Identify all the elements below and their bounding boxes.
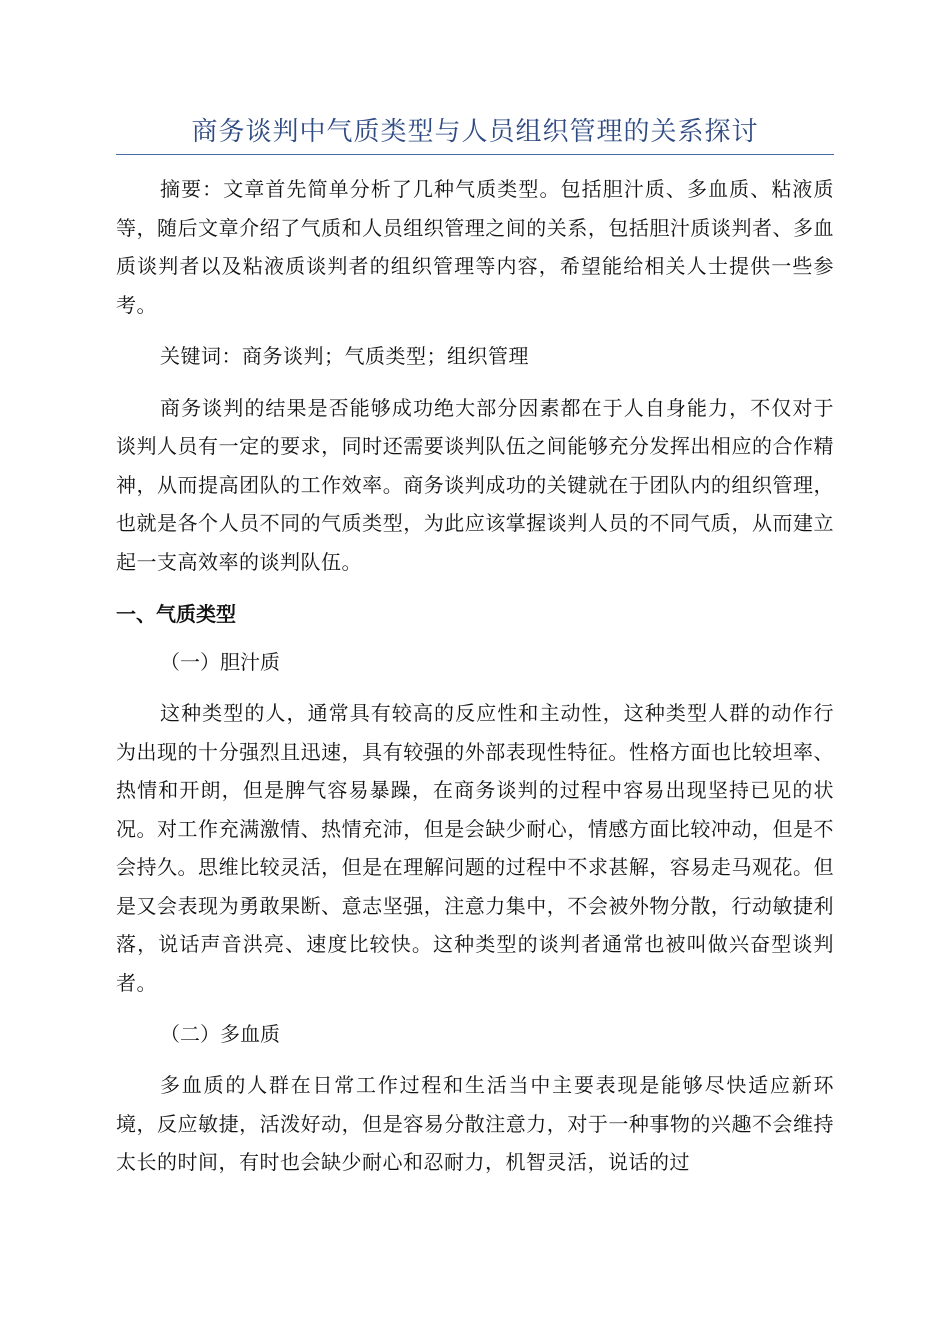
subsection-heading-sanguine: （二）多血质 [160,1022,280,1046]
keywords-paragraph: 关键词：商务谈判；气质类型；组织管理 [160,344,529,368]
abstract-paragraph: 摘要：文章首先简单分析了几种气质类型。包括胆汁质、多血质、粘液质等，随后文章介绍了气质和人员组织管理之间的关系，包括胆汁质谈判者、多血质谈判者以及粘液质谈判者的组织管理等内容，希望能给相关人士提供一些参考。 [116,177,834,317]
subsection-heading-choleric: （一）胆汁质 [160,650,280,674]
section-heading: 一、气质类型 [116,602,236,626]
title-underline [116,154,834,155]
sanguine-paragraph: 多血质的人群在日常工作过程和生活当中主要表现是能够尽快适应新环境，反应敏捷，活泼好动，但是容易分散注意力，对于一种事物的兴趣不会维持太长的时间，有时也会缺少耐心和忍耐力，机智灵活，说话的过 [116,1073,834,1174]
intro-paragraph: 商务谈判的结果是否能够成功绝大部分因素都在于人自身能力，不仅对于谈判人员有一定的要求，同时还需要谈判队伍之间能够充分发挥出相应的合作精神，从而提高团队的工作效率。商务谈判成功的关键就在于团队内的组织管理，也就是各个人员不同的气质类型，为此应该掌握谈判人员的不同气质，从而建立起一支高效率的谈判队伍。 [116,395,834,574]
document-title: 商务谈判中气质类型与人员组织管理的关系探讨 [191,117,759,147]
choleric-paragraph: 这种类型的人，通常具有较高的反应性和主动性，这种类型人群的动作行为出现的十分强烈且迅速，具有较强的外部表现性特征。性格方面也比较坦率、热情和开朗，但是脾气容易暴躁，在商务谈判的过程中容易出现坚持已见的状况。对工作充满激情、热情充沛，但是会缺少耐心，情感方面比较冲动，但是不会持久。思维比较灵活，但是在理解问题的过程中不求甚解，容易走马观花。但是又会表现为勇敢果断、意志坚强，注意力集中，不会被外物分散，行动敏捷利落，说话声音洪亮、速度比较快。这种类型的谈判者通常也被叫做兴奋型谈判者。 [116,701,834,995]
document-body [116,170,834,1182]
